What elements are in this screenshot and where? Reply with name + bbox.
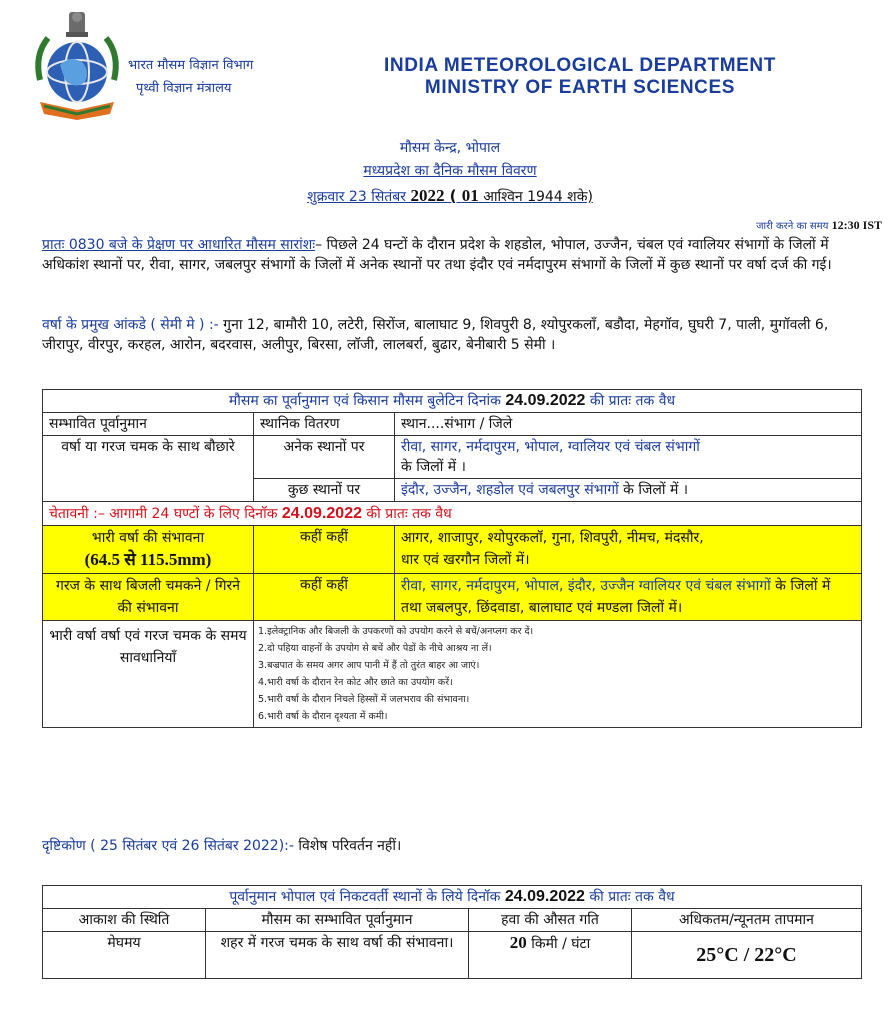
dept-name-english: INDIA METEOROLOGICAL DEPARTMENT xyxy=(384,55,776,76)
ministry-name-english: MINISTRY OF EARTH SCIENCES xyxy=(424,77,736,98)
forecast-row-label: वर्षा या गरज चमक के साथ बौछारे xyxy=(43,436,254,502)
forecast-table-title: मौसम का पूर्वानुमान एवं किसान मौसम बुलेटिन दिनांक 24.09.2022 की प्रातः तक वैध xyxy=(43,390,862,413)
precaution-item: 4.भारी वर्षा के दौरान रेन कोट और छाते का उपयोग करें। xyxy=(258,677,453,688)
precaution-label: भारी वर्षा वर्षा एवं गरज चमक के समय सावधानियॉं xyxy=(43,621,254,728)
weather-summary: प्रातः 0830 बजे के प्रेक्षण पर आधारित मौसम सारांशः– पिछले 24 घन्टों के दौरान प्रदेश के शहडोल, भोपाल, उज्जैन, चंबल एवं ग्वालियर संभागों के जिलों में अधिकांश स्थानों पर, रीवा, सागर, जबलपुर संभागों के जिलों में अनेक स्थानों पर तथा इंदौर एवं नर्मदापुरम संभागों के जिलों में कुछ स्थानों पर वर्षा दर्ज की गई। xyxy=(42,237,832,273)
thunder-places: रीवा, सागर, नर्मदापुरम, भोपाल, इंदौर, उज्जैन ग्वालियर एवं चंबल संभागों के जिलों में तथा जबलपुर, छिंदवाडा, बालाघाट एवं मण्डला जिलों में। xyxy=(395,574,862,621)
bhopal-table-title: पूर्वानुमान भोपाल एवं निकटवर्ती स्थानों के लिये दिनॉक 24.09.2022 की प्रातः तक वैध xyxy=(43,886,862,909)
precaution-list xyxy=(254,621,862,728)
outlook: दृष्टिकोण ( 25 सितंबर एवं 26 सितंबर 2022):- विशेष परिवर्तन नहीं। xyxy=(42,838,402,854)
forecast-r2-places: इंदौर, उज्जैन, शहडोल एवं जबलपुर संभागों के जिलों में । xyxy=(395,479,862,502)
col-header-distribution: स्थानिक वितरण xyxy=(254,413,395,436)
station-title: मौसम केन्द्र, भोपाल xyxy=(399,140,501,156)
forecast-r1-places: रीवा, सागर, नर्मदापुरम, भोपाल, ग्वालियर एवं चंबल संभागों के जिलों में । xyxy=(395,436,862,479)
bhopal-col-forecast: मौसम का सम्भावित पूर्वानुमान xyxy=(206,909,469,932)
bhopal-wind: 20 किमी / घंटा xyxy=(469,932,632,979)
precaution-item: 5.भारी वर्षा के दौरान निचले हिस्सों में जलभराव की संभावना। xyxy=(258,694,470,705)
forecast-table xyxy=(42,389,862,728)
bhopal-col-sky: आकाश की स्थिति xyxy=(43,909,206,932)
col-header-forecast: सम्भावित पूर्वानुमान xyxy=(43,413,254,436)
ministry-name-hindi: पृथ्वी विज्ञान मंत्रालय xyxy=(136,81,232,96)
precaution-item: 2.दो पहिया वाहनों के उपयोग से बचें और पेडों के नीचे आश्रय ना लें। xyxy=(258,643,492,654)
precaution-item: 1.इलेक्ट्रानिक और बिजली के उपकरणों को उपयोग करने से बचें/अनप्लग कर दें। xyxy=(258,626,534,637)
forecast-r1-distribution: अनेक स्थानों पर xyxy=(254,436,395,479)
thunder-distribution: कहीं कहीं xyxy=(254,574,395,621)
heavy-rain-places: आगर, शाजापुर, श्योपुरकलॉ, गुना, शिवपुरी, नीमच, मंदसौर, धार एवं खरगौन जिलों में। xyxy=(395,526,862,574)
precaution-item: 6.भारी वर्षा के दौरान दृश्यता में कमी। xyxy=(258,711,388,722)
precaution-item: 3.बज्रपात के समय अगर आप पानी में हैं तो तुरंत बाहर आ जाएं। xyxy=(258,660,480,671)
bhopal-forecast: शहर में गरज चमक के साथ वर्षा की संभावना। xyxy=(206,932,469,979)
heavy-rain-distribution: कहीं कहीं xyxy=(254,526,395,574)
bhopal-forecast-table xyxy=(42,885,862,979)
col-header-places: स्थान....संभाग / जिले xyxy=(395,413,862,436)
report-title: मध्यप्रदेश का दैनिक मौसम विवरण xyxy=(363,163,537,179)
dept-name-hindi: भारत मौसम विज्ञान विभाग xyxy=(128,58,254,73)
report-date: शुक्रवार 23 सितंबर 2022 ( 01 आश्विन 1944 शके) xyxy=(307,186,593,205)
bhopal-sky: मेघमय xyxy=(43,932,206,979)
thunder-label: गरज के साथ बिजली चमकने / गिरने की संभावना xyxy=(43,574,254,621)
forecast-r2-distribution: कुछ स्थानों पर xyxy=(254,479,395,502)
bhopal-temp: 25°C / 22°C xyxy=(632,932,862,979)
rainfall-data: वर्षा के प्रमुख आंकडे ( सेमी मे ) :- गुना 12, बामौरी 10, लटेरी, सिरोंज, बालाघाट 9, शिवपुरी 8, श्योपुरकलाँ, बडौदा, मेहगॉव, घुघरी 7, पाली, मुगॉवली 6, जीरापुर, वीरपुर, करहल, आरोन, बदरवास, अलीपुर, बिरसा, लॉजी, लालबर्रा, बुढार, बेनीबारी 5 सेमी । xyxy=(42,317,829,353)
imd-logo xyxy=(30,10,124,124)
bhopal-col-wind: हवा की औसत गति xyxy=(469,909,632,932)
bhopal-col-temp: अधिकतम/न्यूनतम तापमान xyxy=(632,909,862,932)
issue-time: जारी करने का समय 12:30 IST xyxy=(756,218,882,232)
heavy-rain-label: भारी वर्षा की संभावना (64.5 से 115.5mm) xyxy=(43,526,254,574)
warning-title: चेतावनी :– आगामी 24 घण्टों के लिए दिनॉक 24.09.2022 की प्रातः तक वैध xyxy=(43,502,862,526)
